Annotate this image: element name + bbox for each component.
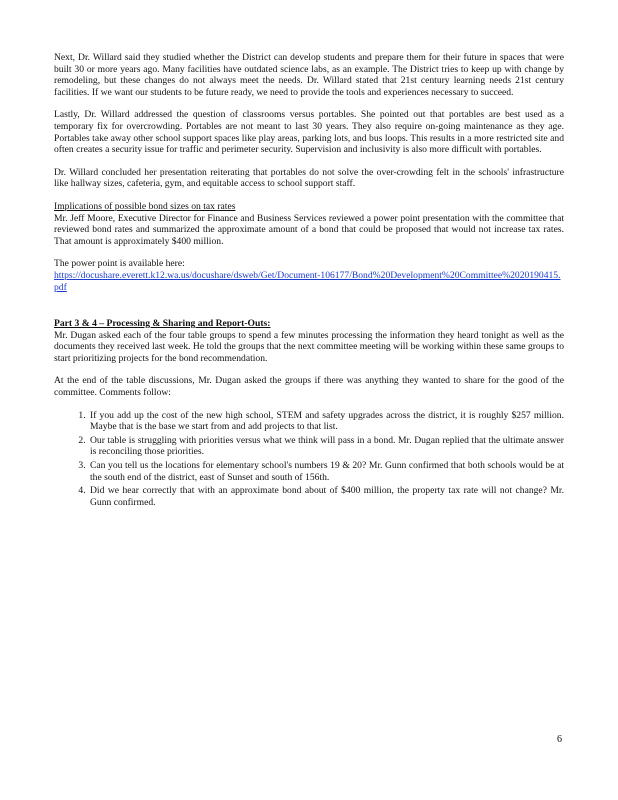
comment-item: 2. Our table is struggling with priorities versus what we think will pass in a bond. Mr. Dugan replied that the ultimate answer is reconciling those priorities.: [88, 435, 564, 458]
bond-section-title: Implications of possible bond sizes on tax rates: [54, 200, 236, 212]
paragraph-conclusion: Dr. Willard concluded her presentation reiterating that portables do not solve the over-crowding felt in the schools' infrastructure like hallway sizes, cafeteria, gym, and equitable access to school support staff.: [54, 166, 564, 190]
comments-list: [54, 410, 564, 509]
bond-presentation-link[interactable]: https://docushare.everett.k12.wa.us/docushare/dsweb/Get/Document-106177/Bond%20Development%20Committee%2020190415.pdf: [54, 269, 561, 293]
part-section: [54, 318, 564, 364]
page-content: [54, 52, 564, 510]
part-section-body: Mr. Dugan asked each of the four table groups to spend a few minutes processing the information they heard tonight as well as the documents they received last week. He told the groups that the next committee meeting will be working within these same groups to start prioritizing projects for the bond recommendation.: [54, 329, 564, 364]
comment-item: 4. Did we hear correctly that with an approximate bond about of $400 million, the property tax rate will not change? Mr. Gunn confirmed.: [88, 485, 564, 508]
link-paragraph: [54, 258, 564, 293]
link-intro: The power point is available here:: [54, 258, 185, 270]
comment-item: 3. Can you tell us the locations for elementary school's numbers 19 & 20? Mr. Gunn confirmed that both schools would be at the south end of the district, east of Sunset and south of 156th.: [88, 460, 564, 483]
section-gap: [54, 304, 564, 318]
page-number: 6: [557, 734, 562, 745]
paragraph-facilities: Next, Dr. Willard said they studied whether the District can develop students and prepare them for their future in spaces that were built 30 or more years ago. Many facilities have outdated science labs, as an example. The District tries to keep up with change by remodeling, but these changes do not always meet the needs. Dr. Willard stated that 21st century learning needs 21st century facilities. If we want our students to be future ready, we need to provide the tools and experiences necessary to succeed.: [54, 52, 564, 98]
part-section-title: Part 3 & 4 – Processing & Sharing and Report-Outs:: [54, 318, 271, 330]
comment-item: 1. If you add up the cost of the new high school, STEM and safety upgrades across the district, it is roughly $257 million. Maybe that is the base we start from and add projects to that list.: [88, 410, 564, 433]
paragraph-portables: Lastly, Dr. Willard addressed the question of classrooms versus portables. She pointed out that portables are best used as a temporary fix for overcrowding. Portables are not meant to last 30 years. They also require on-going maintenance as they age. Portables take away other school support spaces like play areas, parking lots, and bus loops. This results in a more restricted site and often creates a security issue for traffic and perimeter security. Supervision and inclusivity is also more difficult with portables.: [54, 109, 564, 156]
bond-section-body: Mr. Jeff Moore, Executive Director for Finance and Business Services reviewed a power point presentation with the committee that reviewed bond rates and summarized the approximate amount of a bond that could be proposed that would not increase tax rates. That amount is approximately $400 million.: [54, 212, 564, 247]
bond-section: [54, 201, 564, 247]
comments-intro: At the end of the table discussions, Mr. Dugan asked the groups if there was anything they wanted to share for the good of the committee. Comments follow:: [54, 375, 564, 399]
